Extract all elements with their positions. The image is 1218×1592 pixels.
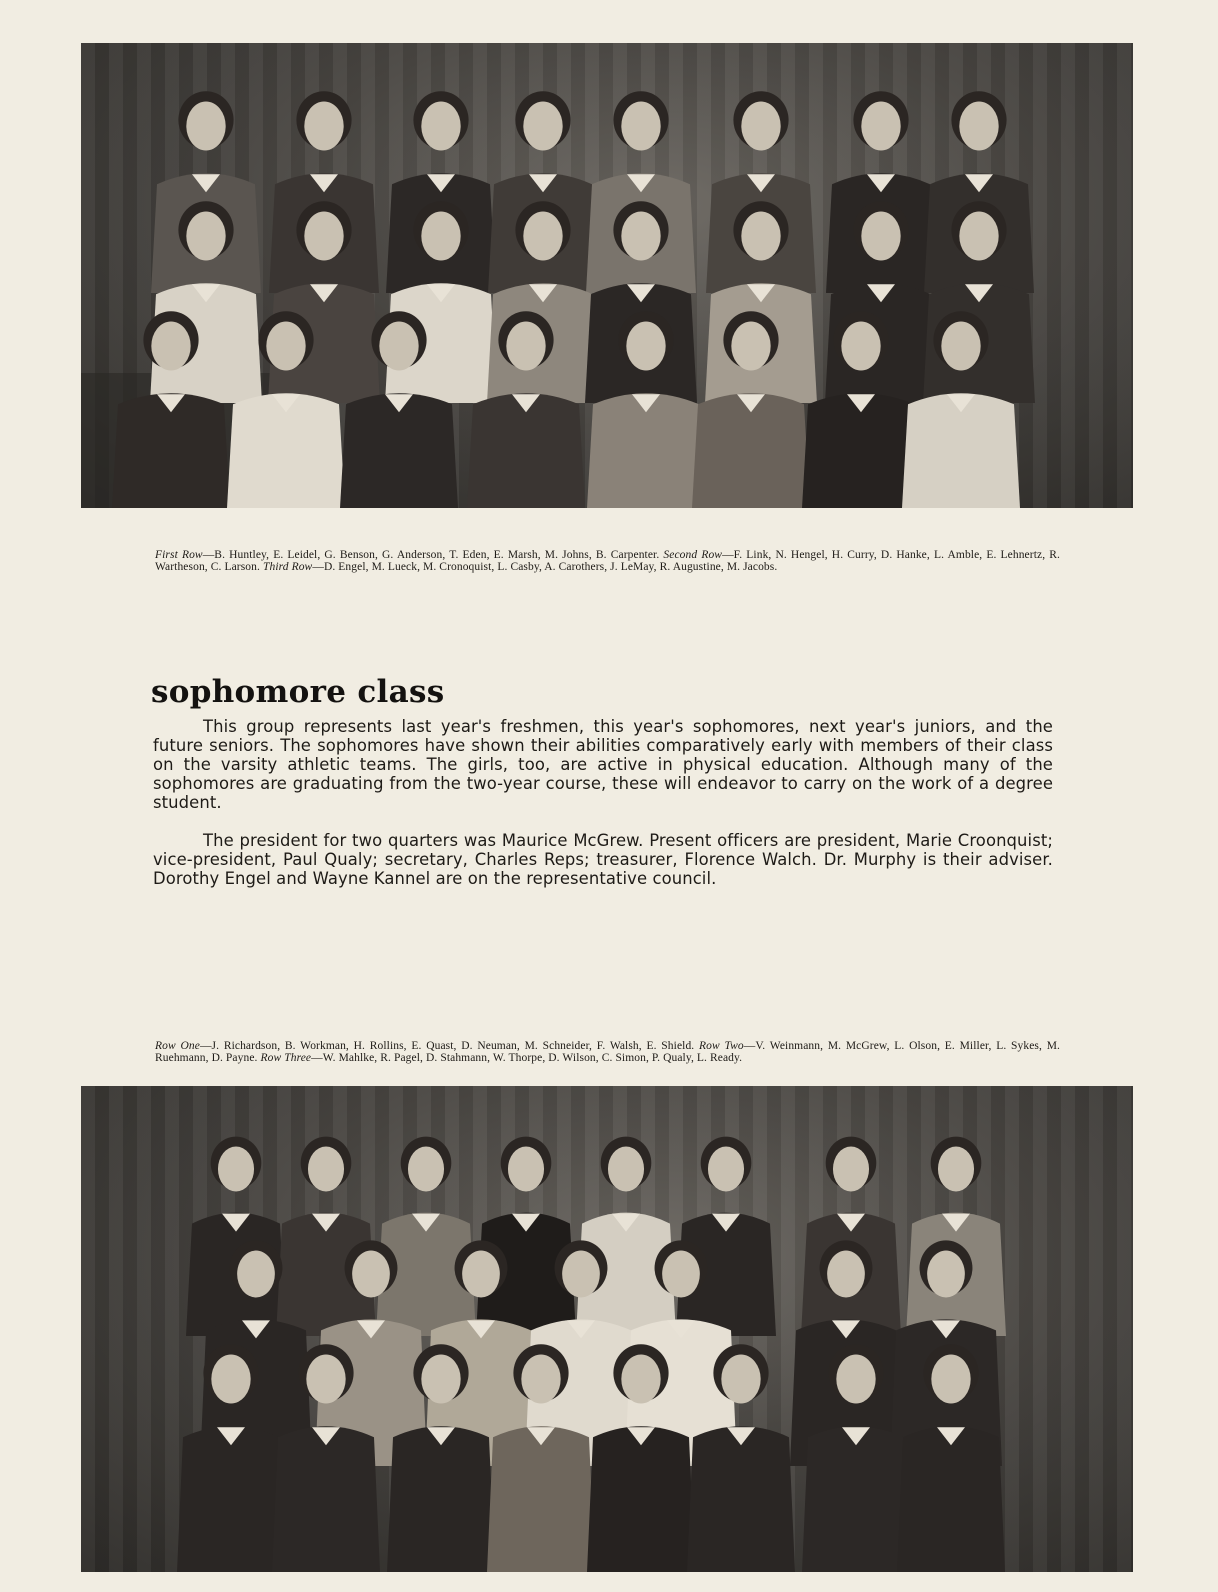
person-face [421,1355,460,1404]
person-face [562,1251,600,1298]
person-face [352,1251,390,1298]
person-body [687,1426,795,1572]
person-face [523,102,562,151]
person-face [938,1147,974,1192]
person-face [151,322,190,371]
person-face [421,212,460,261]
person-face [833,1147,869,1192]
top-photo-caption [155,549,1060,573]
person-face [836,1355,875,1404]
person-body [802,1426,910,1572]
caption-row-label: Row Three [260,1051,312,1064]
person-face [506,322,545,371]
person-face [741,102,780,151]
person-face [708,1147,744,1192]
person-face [721,1355,760,1404]
person-face [379,322,418,371]
bottom-class-photo [81,1086,1133,1572]
person-face [621,1355,660,1404]
person-face [927,1251,965,1298]
caption-row-label: Third Row [262,560,313,573]
person-body [177,1426,285,1572]
bottom-photo-caption [155,1040,1060,1064]
body-paragraph: The president for two quarters was Maurice McGrew. Present officers are president, Marie Croonquist; vice-president, Paul Qualy; secretary, Charles Reps; treasurer, Florence Walch. Dr. Murphy is their adviser. Dorothy Engel and Wayne Kannel are on the representative council. [153,831,1053,888]
person-face [237,1251,275,1298]
person-face [841,322,880,371]
person-face [662,1251,700,1298]
person-face [741,212,780,261]
person-face [827,1251,865,1298]
person-face [421,102,460,151]
person-face [621,212,660,261]
section-title: sophomore class [151,674,445,710]
person-face [308,1147,344,1192]
caption-row-names: —B. Huntley, E. Leidel, G. Benson, G. Anderson, T. Eden, E. Marsh, M. Johns, B. Carpenter. [202,548,660,561]
caption-row-names: —F. Link, N. Hengel, H. Curry, D. Hanke, L. Amble, E. Lehnertz, R. Wartheson, C. Larson. [155,548,1060,573]
person-face [931,1355,970,1404]
person-face [304,102,343,151]
person-face [408,1147,444,1192]
top-class-photo [81,43,1133,508]
person-face [462,1251,500,1298]
person-face [621,102,660,151]
person-face [521,1355,560,1404]
person-body [272,1426,380,1572]
person-body [487,1426,595,1572]
body-paragraph: This group represents last year's freshmen, this year's sophomores, next year's juniors, and the future seniors. The sophomores have shown their abilities comparatively early with members of their class on the varsity athletic teams. The girls, too, are active in physical education. Although many of the sophomores are graduating from the two-year course, these will endeavor to carry on the work of a degree student. [153,717,1053,812]
caption-row-label: Row Two [699,1039,744,1052]
person-face [186,212,225,261]
caption-row-names: —W. Mahlke, R. Pagel, D. Stahmann, W. Thorpe, D. Wilson, C. Simon, P. Qualy, L. Ready. [311,1051,743,1064]
person-face [861,102,900,151]
caption-row-names: —D. Engel, M. Lueck, M. Cronoquist, L. Casby, A. Carothers, J. LeMay, R. Augustine, M. Jacobs. [312,560,778,573]
caption-row-label: Second Row [663,548,723,561]
person-face [959,212,998,261]
caption-row-names: —V. Weinmann, M. McGrew, L. Olson, E. Miller, L. Sykes, M. Ruehmann, D. Payne. [155,1039,1061,1064]
person-body [897,1426,1005,1572]
person-face [941,322,980,371]
person-face [186,102,225,151]
person-body [587,1426,695,1572]
group-photo-figures [81,1086,1133,1572]
person-face [861,212,900,261]
caption-row-names: —J. Richardson, B. Workman, H. Rollins, E. Quast, D. Neuman, M. Schneider, F. Walsh, E. Shield. [199,1039,695,1052]
person-face [218,1147,254,1192]
person-face [508,1147,544,1192]
caption-row-label: Row One [155,1039,200,1052]
person-face [959,102,998,151]
person-face [304,212,343,261]
person-face [211,1355,250,1404]
group-photo-figures [81,43,1133,508]
person-face [731,322,770,371]
person-body [387,1426,495,1572]
person-face [266,322,305,371]
person-face [523,212,562,261]
person-face [608,1147,644,1192]
caption-row-label: First Row [155,548,203,561]
person-face [306,1355,345,1404]
person-face [626,322,665,371]
